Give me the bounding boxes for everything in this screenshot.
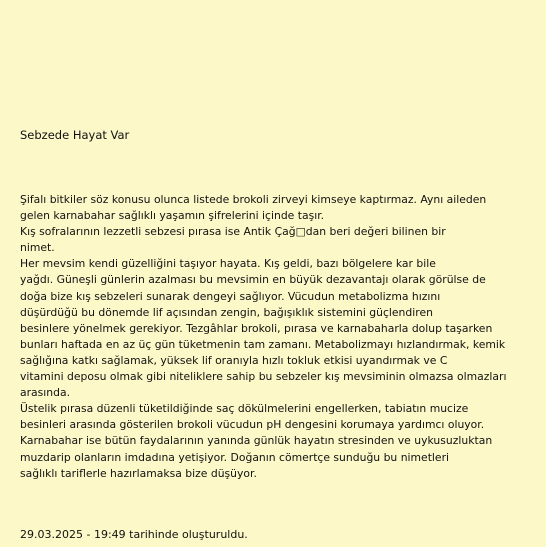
body-line: Karnabahar ise bütün faydalarının yanında günlük hayatın stresinden ve uykusuzluktan [20, 434, 493, 448]
body-line: sağlıklı tariflerle hazırlamaksa bize düşüyor. [20, 466, 257, 480]
body-line: Üstelik pırasa düzenli tüketildiğinde saç dökülmelerini engellerken, tabiatın mucize [20, 402, 469, 416]
body-line: Her mevsim kendi güzelliğini taşıyor hayata. Kış geldi, bazı bölgelere kar bile [20, 257, 436, 271]
body-line: doğa bize kış sebzeleri sunarak dengeyi sağlıyor. Vücudun metabolizma hızını [20, 289, 441, 303]
body-line: sağlığına katkı sağlamak, yüksek lif oranıyla hızlı tokluk etkisi uyandırmak ve C [20, 353, 448, 367]
page-title: Sebzede Hayat Var [20, 128, 130, 142]
article-body [20, 192, 530, 482]
body-line: besinleri arasında gösterilen brokoli vücudun pH dengesini korumaya yardımcı oluyor. [20, 418, 485, 432]
body-line: bunları haftada en az üç gün tüketmenin tam zamanı. Metabolizmayı hızlandırmak, kemik [20, 337, 506, 351]
body-line: Şifalı bitkiler söz konusu olunca listede brokoli zirveyi kimseye kaptırmaz. Aynı aileden [20, 193, 487, 206]
body-line: arasında. [20, 386, 71, 400]
body-line: besinlere yönelmek gerekiyor. Tezgâhlar brokoli, pırasa ve karnabaharla dolup taşarken [20, 321, 493, 335]
body-line: muzdarip olanların imdadına yetişiyor. Doğanın cömertçe sunduğu bu nimetleri [20, 450, 450, 464]
body-line: nimet. [20, 241, 55, 255]
footer-timestamp: 29.03.2025 - 19:49 tarihinde oluşturuldu. [20, 528, 248, 541]
body-line: vitamini deposu olmak gibi niteliklere sahip bu sebzeler kış mevsiminin olmazsa olmazları [20, 370, 507, 384]
body-line: gelen karnabahar sağlıklı yaşamın şifrelerini içinde taşır. [20, 209, 325, 223]
body-line: düşürdüğü bu dönemde lif açısından zengin, bağışıklık sistemini güçlendiren [20, 305, 433, 319]
body-line: Kış sofralarının lezzetli sebzesi pırasa ise Antik Çağ□dan beri değeri bilinen bir [20, 225, 446, 239]
body-line: yağdı. Güneşli günlerin azalması bu mevsimin en büyük dezavantajı olarak görülse de [20, 273, 486, 287]
